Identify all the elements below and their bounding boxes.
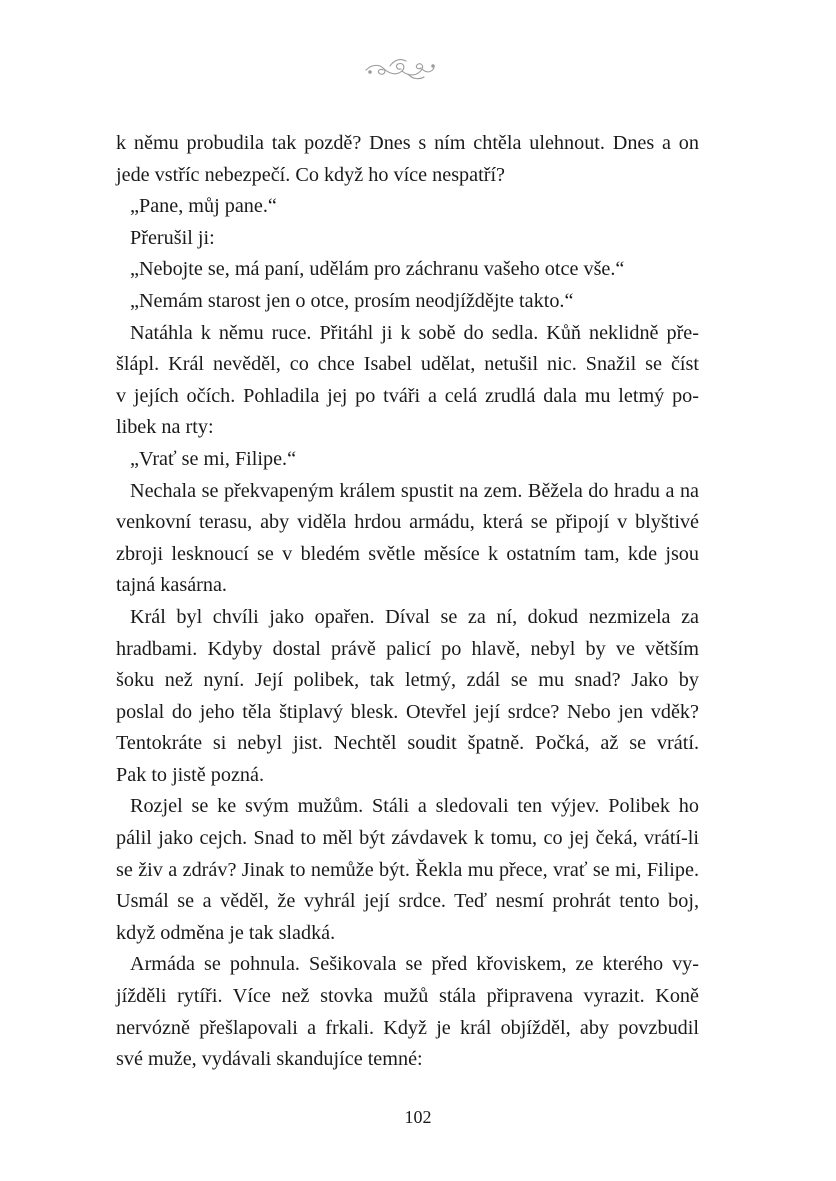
- text-line: hradbami. Kdyby dostal právě palicí po hlavě, nebyl by ve větším: [116, 637, 699, 660]
- text-line: Přerušil ji:: [130, 226, 215, 249]
- text-line: „Nebojte se, má paní, udělám pro záchranu vašeho otce vše.“: [130, 258, 625, 281]
- text-line: pálil jako cejch. Snad to měl být závdavek k tomu, co jej čeká, vrátí-li: [116, 827, 699, 850]
- text-line: Tentokráte si nebyl jist. Nechtěl soudit špatně. Počká, až se vrátí.: [116, 732, 699, 755]
- body-text: [116, 128, 699, 1076]
- text-line: venkovní terasu, aby viděla hrdou armádu, která se připojí v blyštivé: [116, 511, 699, 534]
- text-line: tajná kasárna.: [116, 574, 227, 597]
- text-line: se živ a zdráv? Jinak to nemůže být. Řekla mu přece, vrať se mi, Filipe.: [116, 858, 699, 881]
- text-line: když odměna je tak sladká.: [116, 921, 336, 944]
- text-line: Armáda se pohnula. Sešikovala se před křoviskem, ze kterého vy-: [130, 953, 699, 976]
- flourish-ornament-icon: [362, 54, 438, 84]
- text-line: šoku než nyní. Její polibek, tak letmý, zdál se mu snad? Jako by: [116, 669, 699, 692]
- text-line: Král byl chvíli jako opařen. Díval se za ní, dokud nezmizela za: [130, 605, 699, 628]
- text-line: Pak to jistě pozná.: [116, 763, 265, 786]
- text-line: Usmál se a věděl, že vyhrál její srdce. Teď nesmí prohrát tento boj,: [116, 890, 699, 913]
- text-line: libek na rty:: [116, 416, 214, 439]
- text-line: své muže, vydávali skandujíce temné:: [116, 1048, 423, 1071]
- text-line: „Nemám starost jen o otce, prosím neodjíždějte takto.“: [130, 289, 574, 312]
- text-line: zbroji lesknoucí se v bledém světle měsíce k ostatním tam, kde jsou: [116, 542, 699, 565]
- text-line: jížděli rytíři. Více než stovka mužů stála připravena vyrazit. Koně: [116, 985, 699, 1008]
- text-line: poslal do jeho těla štiplavý blesk. Otevřel její srdce? Nebo jen vděk?: [116, 700, 699, 723]
- text-line: Rozjel se ke svým mužům. Stáli a sledovali ten výjev. Polibek ho: [130, 795, 699, 818]
- text-line: Natáhla k němu ruce. Přitáhl ji k sobě do sedla. Kůň neklidně pře-: [130, 321, 699, 344]
- text-line: jede vstříc nebezpečí. Co když ho více nespatří?: [116, 163, 506, 186]
- text-line: „Vrať se mi, Filipe.“: [130, 447, 297, 470]
- text-line: nervózně přešlapovali a frkali. Když je král objížděl, aby povzbudil: [116, 1016, 699, 1039]
- text-line: k němu probudila tak pozdě? Dnes s ním chtěla ulehnout. Dnes a on: [116, 132, 699, 154]
- text-line: Nechala se překvapeným králem spustit na zem. Běžela do hradu a na: [130, 479, 699, 502]
- text-line: v jejích očích. Pohladila jej po tváři a celá zrudlá dala mu letmý po-: [116, 384, 699, 407]
- page-number: 102: [404, 1107, 432, 1127]
- text-line: šlápl. Král nevěděl, co chce Isabel udělat, netušil nic. Snažil se číst: [116, 353, 699, 376]
- text-line: „Pane, můj pane.“: [130, 195, 277, 218]
